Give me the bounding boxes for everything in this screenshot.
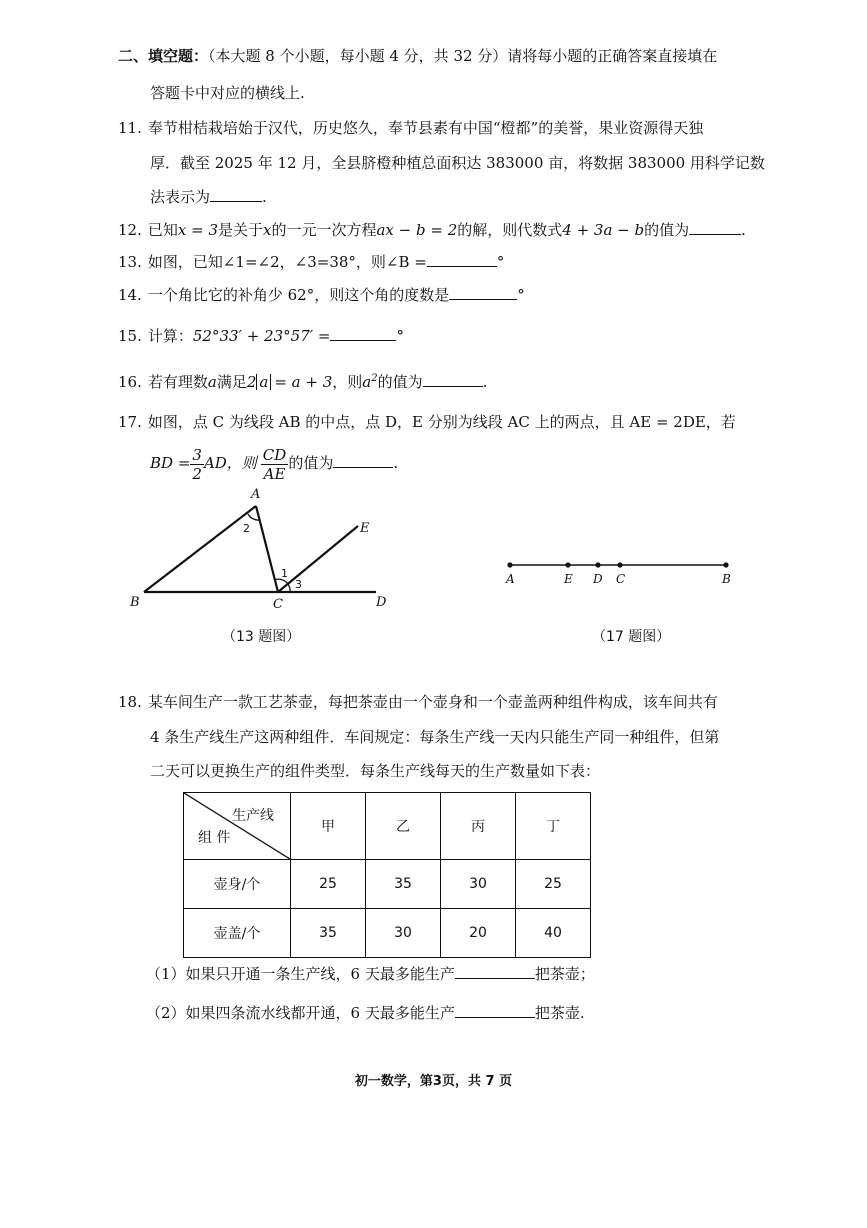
fig13-angle-3: 3 bbox=[295, 578, 302, 591]
page-footer: 初一数学，第3页，共 7 页 bbox=[354, 1074, 513, 1089]
q17-ratio-den: AE bbox=[263, 464, 286, 483]
table-header-cell: 甲 bbox=[291, 793, 366, 860]
line-ba bbox=[144, 506, 256, 592]
q18-sub2-end: 把茶壶. bbox=[534, 1004, 585, 1022]
q12-text-d: 的解，则代数式 bbox=[457, 221, 563, 239]
line-ce bbox=[278, 526, 358, 592]
q12-number: 12. bbox=[118, 221, 142, 239]
q12-expr: 4 + 3a − b bbox=[562, 221, 645, 239]
fig17-label-a: A bbox=[506, 572, 515, 586]
point-c bbox=[617, 562, 622, 567]
q16-end: . bbox=[482, 373, 488, 391]
table-corner-cell bbox=[184, 793, 291, 860]
q17-fraction bbox=[190, 446, 204, 483]
q18-line3: 二天可以更换生产的组件类型．每条生产线每天的生产数量如下表： bbox=[150, 762, 601, 780]
q16-text-c: ，则 bbox=[332, 373, 363, 391]
table-row bbox=[184, 909, 591, 958]
q17-answer-blank[interactable] bbox=[333, 453, 393, 468]
q16-text-a: 若有理数 bbox=[147, 373, 208, 391]
table-header-cell: 乙 bbox=[366, 793, 441, 860]
q16-text-b: 满足 bbox=[216, 373, 247, 391]
q14-text: 一个角比它的补角少 62°，则这个角的度数是 bbox=[147, 286, 450, 304]
q18-sub1-text: （1）如果只开通一条生产线，6 天最多能生产 bbox=[146, 965, 455, 983]
q11-text1: 奉节柑桔栽培始于汉代，历史悠久，奉节县素有中国“橙都”的美誉，果业资源得天独 bbox=[147, 119, 704, 137]
q13-text: 如图，已知∠1=∠2，∠3=38°，则∠B = bbox=[147, 253, 427, 271]
q18-line1 bbox=[118, 692, 718, 712]
point-a bbox=[507, 562, 512, 567]
fig13-label-a: A bbox=[251, 487, 261, 502]
q16-line bbox=[118, 369, 487, 392]
table-cell: 30 bbox=[441, 860, 516, 909]
section-intro-1: （本大题 8 个小题，每小题 4 分，共 32 分）请将每小题的正确答案直接填在 bbox=[208, 47, 718, 65]
table-cell: 30 bbox=[366, 909, 441, 958]
q16-rhs: = a + 3 bbox=[274, 373, 333, 391]
q17-text-end: 的值为 bbox=[288, 454, 334, 472]
fig13-caption: （13 题图） bbox=[222, 629, 301, 645]
fig13-label-e: E bbox=[360, 521, 370, 536]
q12-answer-blank[interactable] bbox=[689, 220, 741, 235]
section-heading: 二、填空题： bbox=[118, 47, 209, 65]
q14-answer-blank[interactable] bbox=[449, 285, 517, 300]
q15-line bbox=[118, 326, 404, 346]
q16-coef: 2 bbox=[246, 373, 257, 391]
q18-text1: 某车间生产一款工艺茶壶，每把茶壶由一个壶身和一个壶盖两种组件构成，该车间共有 bbox=[147, 693, 718, 711]
q18-sub1-answer-blank[interactable] bbox=[455, 964, 535, 979]
fig17-label-c: C bbox=[616, 572, 626, 586]
q12-text-e: 的值为 bbox=[644, 221, 690, 239]
q14-line bbox=[118, 285, 525, 305]
table-row-label: 壶盖/个 bbox=[184, 909, 291, 958]
q18-number: 18. bbox=[118, 693, 142, 711]
q13-number: 13. bbox=[118, 253, 142, 271]
q16-square-base: a bbox=[362, 373, 372, 391]
q16-abs-value: a bbox=[256, 374, 271, 390]
table-row-label: 壶身/个 bbox=[184, 860, 291, 909]
q11-number: 11. bbox=[118, 119, 142, 137]
q16-var: a bbox=[207, 373, 217, 391]
q12-eq2: ax − b = 2 bbox=[376, 221, 458, 239]
q18-sub2-answer-blank[interactable] bbox=[455, 1003, 535, 1018]
q11-answer-blank[interactable] bbox=[210, 187, 262, 202]
q17-text1: 如图，点 C 为线段 AB 的中点，点 D，E 分别为线段 AC 上的两点，且 AE = 2DE，若 bbox=[147, 413, 736, 431]
q13-line bbox=[118, 252, 504, 272]
q14-end: ° bbox=[517, 286, 525, 304]
table-cell: 35 bbox=[291, 909, 366, 958]
q12-text-b: 是关于 bbox=[217, 221, 263, 239]
fig13-label-d: D bbox=[376, 595, 387, 610]
table-cell: 35 bbox=[366, 860, 441, 909]
q12-eq1: x = 3 bbox=[177, 221, 218, 239]
q11-end: . bbox=[262, 188, 267, 206]
q11-line1 bbox=[118, 118, 703, 138]
q14-number: 14. bbox=[118, 286, 142, 304]
fig17-label-e: E bbox=[564, 572, 573, 586]
q17-number: 17. bbox=[118, 413, 142, 431]
q12-text-a: 已知 bbox=[147, 221, 178, 239]
fig13-label-c: C bbox=[273, 597, 283, 612]
q12-line bbox=[118, 220, 746, 240]
q16-square-exp: 2 bbox=[371, 373, 378, 384]
q11-line3 bbox=[150, 187, 267, 207]
q15-answer-blank[interactable] bbox=[330, 326, 396, 341]
corner-top-label: 生产线 bbox=[232, 808, 274, 824]
q17-bd: BD = bbox=[150, 454, 191, 472]
table-header-cell: 丙 bbox=[441, 793, 516, 860]
fig13-angle-1: 1 bbox=[281, 567, 288, 580]
q13-answer-blank[interactable] bbox=[427, 252, 497, 267]
fig17-caption: （17 题图） bbox=[592, 629, 671, 645]
q17-ratio bbox=[261, 446, 289, 483]
q15-expr: 52°33′ + 23°57′ = bbox=[192, 327, 331, 345]
q16-answer-blank[interactable] bbox=[423, 372, 483, 387]
section-intro-2: 答题卡中对应的横线上. bbox=[150, 84, 305, 102]
q18-line2: 4 条生产线生产这两种组件．车间规定：每条生产线一天内只能生产同一种组件，但第 bbox=[150, 728, 720, 746]
point-d bbox=[595, 562, 600, 567]
q16-number: 16. bbox=[118, 373, 142, 391]
fig17-label-d: D bbox=[593, 572, 603, 586]
table-header-cell: 丁 bbox=[516, 793, 591, 860]
q18-sub1-end: 把茶壶； bbox=[534, 965, 595, 983]
q12-end: . bbox=[741, 221, 746, 239]
table-header-row bbox=[184, 793, 591, 860]
table-row bbox=[184, 860, 591, 909]
table-cell: 20 bbox=[441, 909, 516, 958]
q12-text-c: 的一元一次方程 bbox=[271, 221, 377, 239]
q17-frac-num: 3 bbox=[192, 445, 202, 464]
fig17-label-b: B bbox=[722, 572, 731, 586]
q18-sub2 bbox=[146, 1003, 585, 1023]
q15-end: ° bbox=[396, 327, 404, 345]
fig13-label-b: B bbox=[130, 595, 140, 610]
figure-13 bbox=[120, 480, 400, 615]
table-cell: 25 bbox=[291, 860, 366, 909]
q17-line2 bbox=[150, 443, 398, 483]
q12-var: x bbox=[263, 221, 272, 239]
q18-sub2-text: （2）如果四条流水线都开通，6 天最多能生产 bbox=[146, 1004, 455, 1022]
q15-text-a: 计算： bbox=[147, 327, 193, 345]
corner-diagonal bbox=[184, 793, 290, 859]
table-cell: 40 bbox=[516, 909, 591, 958]
q17-frac-den: 2 bbox=[192, 464, 202, 483]
q18-sub1 bbox=[146, 964, 595, 984]
point-e bbox=[565, 562, 570, 567]
table-cell: 25 bbox=[516, 860, 591, 909]
q15-number: 15. bbox=[118, 327, 142, 345]
figure-17 bbox=[500, 555, 740, 587]
fig13-angle-2: 2 bbox=[243, 522, 250, 535]
q16-text-d: 的值为 bbox=[377, 373, 423, 391]
q17-line1 bbox=[118, 412, 736, 432]
corner-bottom-label: 组 件 bbox=[198, 830, 231, 846]
q17-ratio-num: CD bbox=[262, 445, 287, 464]
production-table bbox=[183, 792, 591, 958]
q17-end: . bbox=[393, 454, 399, 472]
point-b bbox=[723, 562, 728, 567]
q17-ad: AD，则 bbox=[203, 454, 257, 472]
angle-3-arc bbox=[288, 584, 290, 592]
q11-text3: 法表示为 bbox=[150, 188, 211, 206]
section-heading-line bbox=[118, 46, 717, 66]
q11-line2: 厚．截至 2025 年 12 月，全县脐橙种植总面积达 383000 亩，将数据 383000 用科学记数 bbox=[150, 154, 765, 172]
q13-end: ° bbox=[496, 253, 505, 271]
